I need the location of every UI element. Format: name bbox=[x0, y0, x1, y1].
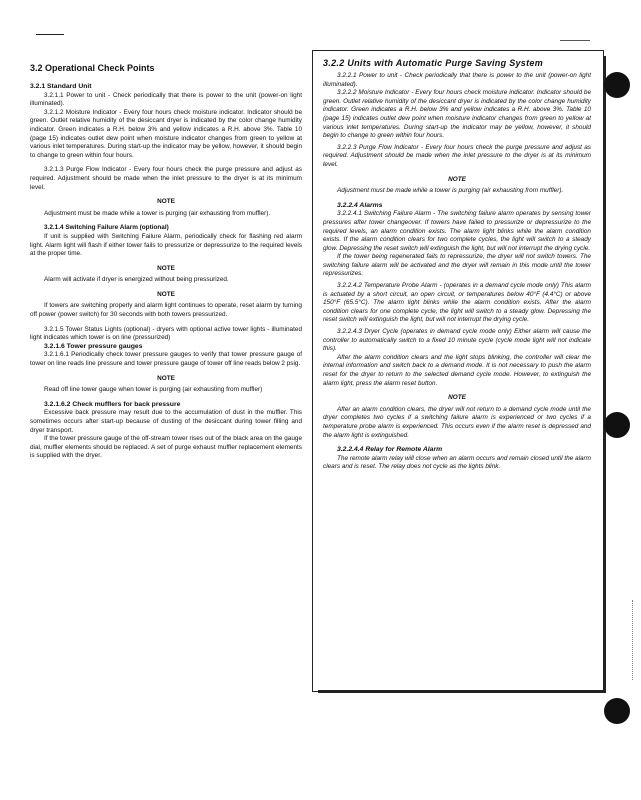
para-3-2-1-1: 3.2.1.1 Power to unit - Check periodically that there is power to the unit (power-on light illuminated). bbox=[30, 91, 302, 108]
punch-hole-bottom bbox=[604, 698, 630, 724]
para-3-2-2-3: 3.2.2.3 Purge Flow Indicator - Every four hours check the purge pressure and adjust as required. Adjustment should be made when the inlet pressure to the dryer is at its minimum level. bbox=[323, 143, 591, 168]
box-shadow-right bbox=[603, 56, 606, 692]
right-column bbox=[323, 58, 591, 472]
para-3-2-1-2: 3.2.1.2 Moisture Indicator - Every four hours check moisture indicator. Indicator should be green. Outlet relative humidity of the desiccant dryer is indicated by the color change humidity indicator. Green indicates a R.H. below 3% and yellow indicates a R.H. above 3%. Table 10 (page 15) indicates outlet dew point when moisture indicator changes from green to yellow at various inlet temperatures. During start-up the indicator may be yellow, however, it should begin to change to green within four hours. bbox=[30, 108, 302, 159]
note-label: NOTE bbox=[157, 374, 175, 382]
heading-3-2-1-6-2: 3.2.1.6.2 Check mufflers for back pressure bbox=[44, 400, 181, 408]
para-3-2-1-4-b: If towers are switching properly and alarm light continues to operate, reset alarm by turning off power (power switch) for 30 seconds with both towers pressurized. bbox=[30, 302, 302, 319]
para-3-2-2-4-2: 3.2.2.4.2 Temperature Probe Alarm - (operates in a demand cycle mode only) This alarm is actuated by a short circuit, an open circuit, or temperatures below 40°F (4.4°C) or above 150°F (65.5°C). The alarm light blinks while the alarm condition exists. After the alarm condition clears for one complete cycle, the light will switch to a steady glow. Depressing the reset switch will extinguish the light, but will not interrupt the drying cycle. bbox=[323, 282, 591, 324]
scan-speck bbox=[560, 40, 590, 41]
note-label: NOTE bbox=[448, 394, 466, 402]
heading-3-2-1: 3.2.1 Standard Unit bbox=[30, 83, 92, 90]
para-3-2-2-4-1: 3.2.2.4.1 Switching Failure Alarm - The switching failure alarm operates by sensing tower pressures after tower changeover. If towers have failed to pressurize or depressurize to the required levels, an alarm condition exists. The alarm light blinks while the alarm condition exists. If the alarm condition clears for two complete cycles, the light will switch to a steady glow. Depressing the reset switch will extinguish the light, but will not interrupt the drying cycle. bbox=[323, 210, 591, 252]
heading-3-2-1-4: 3.2.1.4 Switching Failure Alarm (optional) bbox=[44, 224, 169, 232]
heading-3-2-1-6: 3.2.1.6 Tower pressure gauges bbox=[44, 342, 143, 350]
note-label: NOTE bbox=[157, 198, 175, 206]
para-3-2-1-3: 3.2.1.3 Purge Flow Indicator - Every four hours check the purge pressure and adjust as required. Adjustment should be made when the inlet pressure to the dryer is at its minimum level. bbox=[30, 166, 302, 191]
para-3-2-2-4-3-b: After the alarm condition clears and the light stops blinking, the controller will clear the internal information and switch back to a demand mode. It is not necessary to push the alarm reset for the dryer to return to the selected demand cycle mode. However, to extinguish the alarm light, press the alarm reset button. bbox=[323, 353, 591, 387]
box-shadow-bottom bbox=[318, 690, 606, 693]
heading-3-2-2-4-4: 3.2.2.4.4 Relay for Remote Alarm bbox=[337, 446, 443, 454]
note-text: Adjustment must be made while a tower is purging (air exhausting from muffler). bbox=[337, 187, 564, 195]
para-3-2-1-4-a: If unit is supplied with Switching Failure Alarm, periodically check for flashing red alarm light. Alarm light will flash if either tower fails to pressurize or depressurize to the required levels at the proper time. bbox=[30, 232, 302, 258]
note-label: NOTE bbox=[157, 290, 175, 298]
header-rule bbox=[36, 34, 64, 35]
punch-hole-middle bbox=[604, 412, 630, 438]
para-3-2-2-2: 3.2.2.2 Moisture Indicator - Every four hours check moisture indicator. Indicator should be green. Outlet relative humidity of the desiccant dryer is indicated by the color change humidity indicator. Green indicates a R.H. below 3% and yellow indicates a R.H. above 3%. Table 10 (page 15) indicates outlet dew point when moisture indicator changes from green to yellow at various inlet temperatures. During start-up the indicator may be yellow, however, it should begin to change to green within four hours. bbox=[323, 89, 591, 140]
punch-hole-top bbox=[604, 72, 630, 98]
heading-3-2-2-4: 3.2.2.4 Alarms bbox=[337, 201, 383, 209]
para-3-2-2-4-1-b: If the tower being regenerated fails to repressurize, the dryer will not switch towers. The switching failure alarm will be activated and the dryer will remain in this mode until the tower repressurizes. bbox=[323, 253, 591, 278]
note-label: NOTE bbox=[448, 175, 466, 183]
section-title: 3.2 Operational Check Points bbox=[30, 63, 155, 73]
edge-scan-marks bbox=[632, 600, 639, 680]
heading-3-2-2: 3.2.2 Units with Automatic Purge Saving System bbox=[323, 58, 544, 68]
left-column bbox=[30, 83, 302, 461]
para-3-2-2-4-4: The remote alarm relay will close when an alarm occurs and remain closed until the alarm clears and is reset. The relay does not cycle as the lights blink. bbox=[323, 454, 591, 471]
para-3-2-2-1: 3.2.2.1 Power to unit - Check periodically that there is power to the unit (power-on light illuminated). bbox=[323, 72, 591, 88]
para-3-2-1-6-1: 3.2.1.6.1 Periodically check tower pressure gauges to verify that tower pressure gauge of tower on line reads line pressure and tower pressure gauge of tower off line reads below 2 psig. bbox=[30, 351, 302, 368]
para-3-2-1-5: 3.2.1.5 Tower Status Lights (optional) - dryers with optional active tower lights - illuminated light indicates which tower is on line (pressurized) bbox=[30, 325, 302, 342]
note-text: After an alarm condition clears, the dryer will not return to a demand cycle mode until the dryer completes two cycles if a switching failure alarm is experienced or two cycles if a temperature probe alarm is experienced. This occurs even if the alarm reset is depressed and the alarm light is extinguished. bbox=[323, 405, 591, 439]
para-3-2-2-4-3: 3.2.2.4.3 Dryer Cycle (operates in demand cycle mode only) Either alarm will cause the controller to automatically switch to a fixed 10 minute cycle (cycle mode light will not indicate this). bbox=[323, 328, 591, 353]
note-text: Alarm will activate if dryer is energized without being pressurized. bbox=[44, 276, 229, 284]
para-3-2-1-6-2-b: If the tower pressure gauge of the off-stream tower rises out of the black area on the gauge dial, muffler elements should be replaced. A set of purge exhaust muffler replacement elements is supplied with the dryer. bbox=[30, 435, 302, 460]
note-label: NOTE bbox=[157, 264, 175, 272]
note-text: Read off line tower gauge when tower is purging (air exhausting from muffler) bbox=[44, 386, 263, 394]
para-3-2-1-6-2-a: Excessive back pressure may result due to the accumulation of dust in the muffler. This sometimes occurs after start-up because of dusting of the desiccant during tower filling and dryer transport. bbox=[30, 409, 302, 434]
note-text: Adjustment must be made while a tower is purging (air exhausting from muffler). bbox=[44, 209, 271, 217]
